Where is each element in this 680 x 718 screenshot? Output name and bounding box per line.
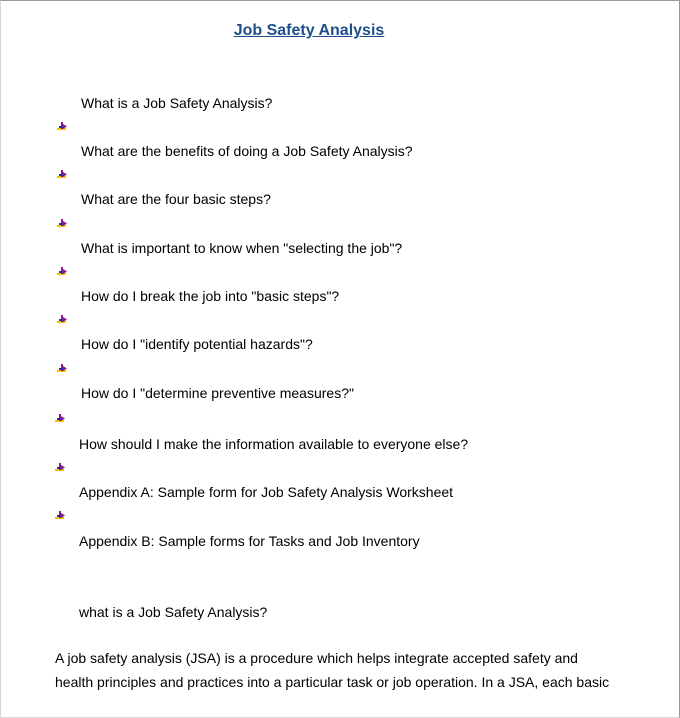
intro-line: A job safety analysis (JSA) is a procedure which helps integrate accepted safety and [55,650,578,666]
intro-line: health principles and practices into a particular task or job operation. In a JSA, each basic [55,674,610,690]
arrow-bullet-icon [56,265,68,277]
page-title: Job Safety Analysis [233,22,385,39]
arrow-bullet-icon [54,461,66,473]
toc-item-appendix-b[interactable]: Appendix B: Sample forms for Tasks and Job Inventory [79,533,420,549]
toc-item-benefits[interactable]: What are the benefits of doing a Job Safety Analysis? [81,143,413,159]
toc-item-selecting-job[interactable]: What is important to know when "selecting the job"? [81,240,403,256]
toc-item-identify-hazards[interactable]: How do I "identify potential hazards"? [81,336,313,352]
toc-item-appendix-a[interactable]: Appendix A: Sample form for Job Safety Analysis Worksheet [79,484,454,500]
toc-item-information-available[interactable]: How should I make the information available to everyone else? [79,436,469,452]
intro-paragraph [55,646,625,694]
arrow-bullet-icon [56,120,68,132]
toc-item-what-is-jsa[interactable]: What is a Job Safety Analysis? [81,95,273,111]
toc-item-basic-steps[interactable]: How do I break the job into "basic steps"? [81,288,340,304]
arrow-bullet-icon [54,509,66,521]
arrow-bullet-icon [56,313,68,325]
arrow-bullet-icon [56,217,68,229]
arrow-bullet-icon [54,412,66,424]
section-heading: what is a Job Safety Analysis? [79,604,268,620]
toc-item-preventive-measures[interactable]: How do I "determine preventive measures?" [81,385,354,401]
toc-item-four-steps[interactable]: What are the four basic steps? [81,191,271,207]
arrow-bullet-icon [56,362,68,374]
arrow-bullet-icon [56,168,68,180]
